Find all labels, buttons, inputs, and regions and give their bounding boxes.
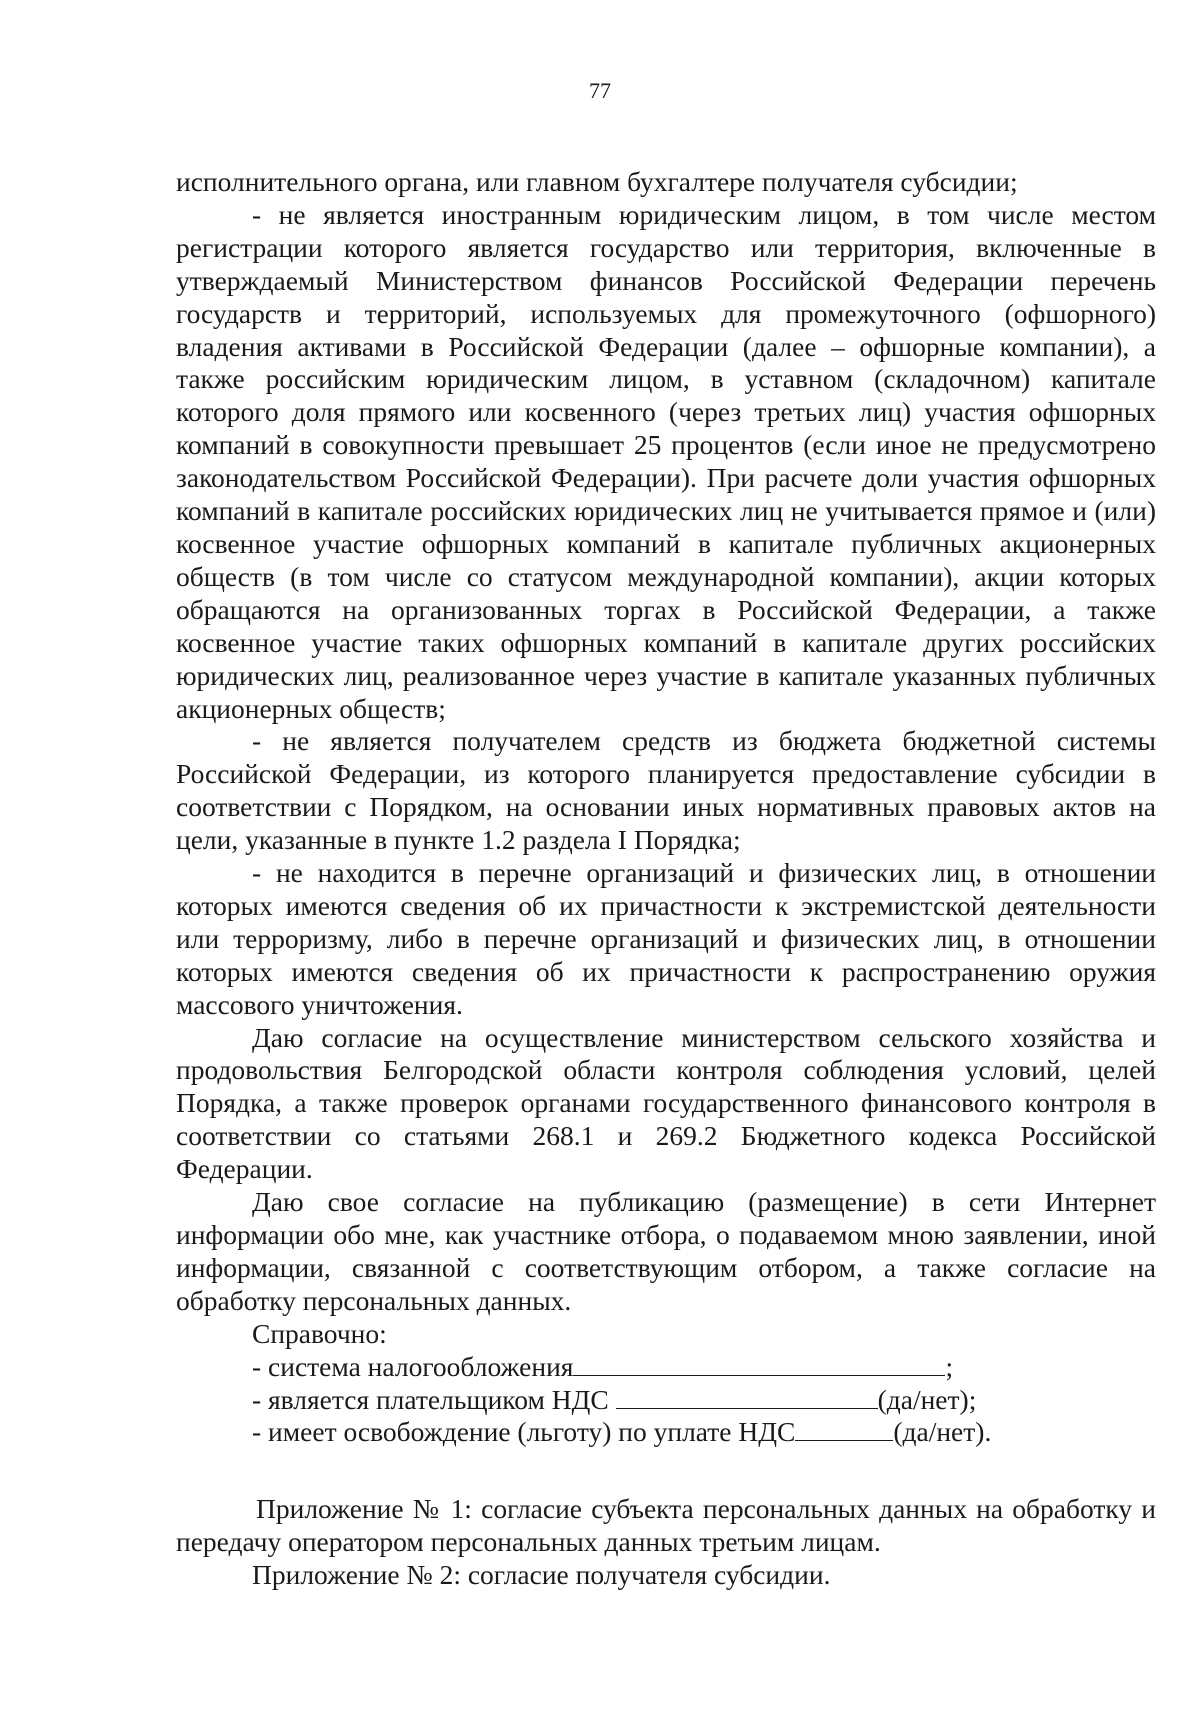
vat-payer-suffix: (да/нет); xyxy=(877,1383,977,1415)
vat-exemption-label: - имеет освобождение (льготу) по уплате НДС xyxy=(252,1416,796,1448)
vat-payer-line xyxy=(176,1384,1156,1417)
paragraph-budget-condition: - не является получателем средств из бюджета бюджетной системы Российской Федерации, из которого планируется предоставление субсидии в соответствии с Порядком, на основании иных нормативных правовых актов на цели, указанные в пункте 1.2 раздела I Порядка; xyxy=(176,725,1156,856)
paragraph-publication-consent: Даю свое согласие на публикацию (размещение) в сети Интернет информации обо мне, как участнике отбора, о подаваемом мною заявлении, иной информации, связанной с соответствующим отбором, а также согласие на обработку персональных данных. xyxy=(176,1186,1156,1316)
tax-system-label: - система налогообложения xyxy=(252,1350,574,1382)
spacer xyxy=(176,1449,1156,1493)
vat-payer-label: - является плательщиком НДС xyxy=(252,1383,616,1415)
appendix-1: Приложение № 1: согласие субъекта персональных данных на обработку и передачу оператором персональных данных третьим лицам. xyxy=(176,1493,1156,1558)
paragraph-continuation: исполнительного органа, или главном бухгалтере получателя субсидии; xyxy=(176,166,1018,197)
paragraph-extremism-condition: - не находится в перечне организаций и физических лиц, в отношении которых имеются сведения об их причастности к экстремистской деятельности или терроризму, либо в перечне организаций и физических лиц, в отношении которых имеются сведения об их причастности к распространению оружия массового уничтожения. xyxy=(176,857,1156,1020)
tax-system-field[interactable] xyxy=(573,1351,945,1376)
page-number: 77 xyxy=(589,78,611,103)
vat-exemption-suffix: (да/нет). xyxy=(893,1416,992,1448)
document-body xyxy=(176,166,1156,1592)
tax-system-suffix: ; xyxy=(945,1350,954,1382)
reference-heading: Справочно: xyxy=(252,1317,387,1349)
tax-system-line xyxy=(176,1351,1156,1384)
paragraph-control-consent: Даю согласие на осуществление министерством сельского хозяйства и продовольствия Белгородской области контроля соблюдения условий, целей Порядка, а также проверок органами государственного финансового контроля в соответствии со статьями 268.1 и 269.2 Бюджетного кодекса Российской Федерации. xyxy=(176,1021,1156,1185)
vat-exemption-line xyxy=(176,1416,1156,1449)
vat-payer-field[interactable] xyxy=(616,1384,878,1409)
appendix-2: Приложение № 2: согласие получателя субсидии. xyxy=(252,1559,831,1591)
paragraph-offshore-condition: - не является иностранным юридическим лицом, в том числе местом регистрации которого является государство или территория, включенные в утверждаемый Министерством финансов Российской Федерации перечень государств и территорий, используемых для промежуточного (офшорного) владения активами в Российской Федерации (далее – офшорные компании), а также российским юридическим лицом, в уставном (складочном) капитале которого доля прямого или косвенного (через третьих лиц) участия офшорных компаний в совокупности превышает 25 процентов (если иное не предусмотрено законодательством Российской Федерации). При расчете доли участия офшорных компаний в капитале российских юридических лиц не учитывается прямое и (или) косвенное участие офшорных компаний в капитале публичных акционерных обществ (в том числе со статусом международной компании), акции которых обращаются на организованных торгах в Российской Федерации, а также косвенное участие таких офшорных компаний в капитале других российских юридических лиц, реализованное через участие в капитале указанных публичных акционерных обществ; xyxy=(176,198,1156,724)
vat-exemption-field[interactable] xyxy=(795,1416,893,1441)
